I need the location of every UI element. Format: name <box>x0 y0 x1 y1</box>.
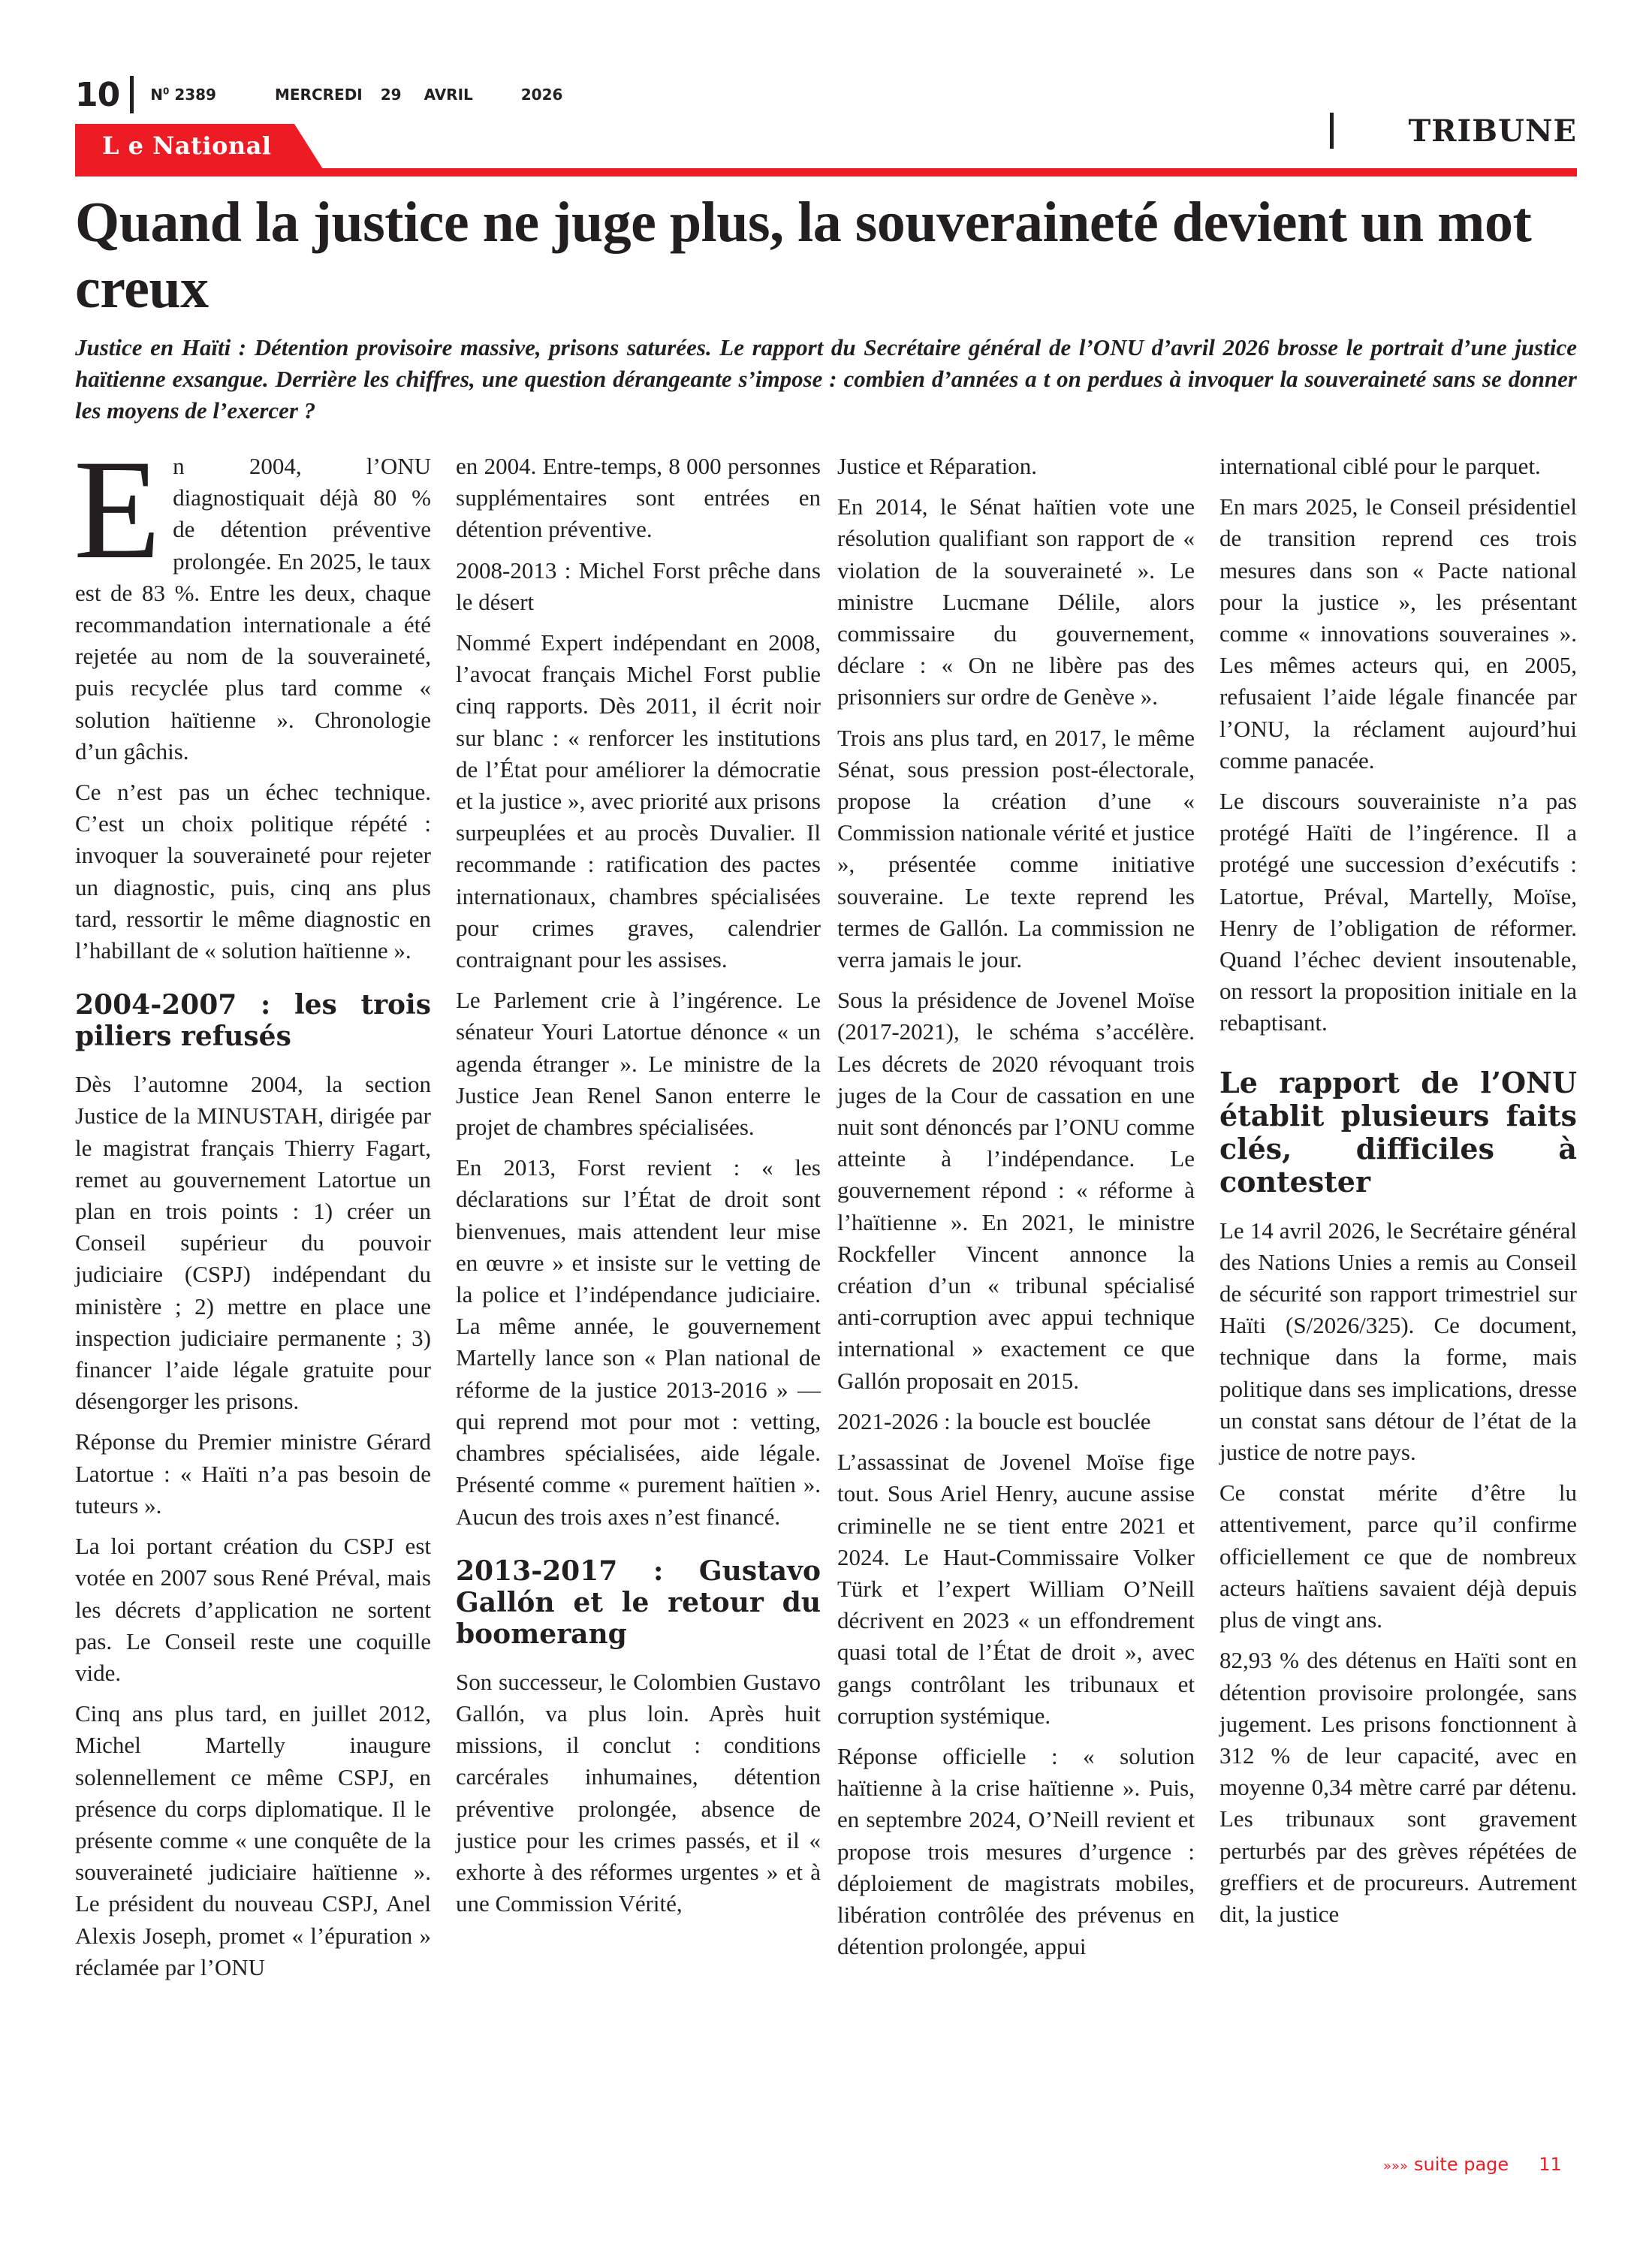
inline-subheading: 2008-2013 : Michel Forst prêche dans le désert <box>456 556 821 615</box>
brand-name: L e National <box>102 131 272 160</box>
paragraph: Ce constat mérite d’être lu attentivement, parce qu’il confirme officiellement ce que de nombreux acteurs haïtiens savaient déjà depuis plus de vingt ans. <box>1219 1479 1577 1633</box>
section-divider <box>1330 113 1334 149</box>
paragraph: 82,93 % des détenus en Haïti sont en détention provisoire prolongée, sans jugement. Les prisons fonctionnent à 312 % de leur capacité, avec en moyenne 0,34 mètre carré par détenu. Les tribunaux sont gravement perturbés par des grèves répétées de greffiers et de procureurs. Autrement dit, la justice <box>1219 1647 1577 1927</box>
header-divider <box>130 76 134 113</box>
paragraph <box>74 431 431 768</box>
deck: Justice en Haïti : Détention provisoire massive, prisons saturées. Le rapport du Secrétaire général de l’ONU d’avril 2026 brosse le portrait d’une justice haïtienne exsangue. Derrière les chiffres, une question dérangeante s’impose : combien d’années a t on perdues à invoquer la souveraineté sans se donner les moyens de l’exercer ? <box>75 334 1577 424</box>
paragraph: Nommé Expert indépendant en 2008, l’avocat français Michel Forst publie cinq rapports. Dès 2011, il écrit noir sur blanc : « renforcer les institutions de l’État pour améliorer la démocratie et la justice », avec priorité aux prisons surpeuplées et au procès Duvalier. Il recommande : ratification des pactes internationaux, chambres spécialisées pour crimes graves, calendrier contraignant pour les assises. <box>456 629 821 973</box>
subheading: 2013-2017 : Gustavo Gallón et le retour du boomerang <box>456 1555 821 1650</box>
day-of-month: 29 <box>380 86 402 104</box>
paragraph: Réponse du Premier ministre Gérard Latortue : « Haïti n’a pas besoin de tuteurs ». <box>75 1428 431 1519</box>
month: AVRIL <box>424 86 473 104</box>
continue-arrows-icon: »»» <box>1383 2158 1409 2174</box>
issue-prefix: N <box>150 86 163 104</box>
paragraph-text: n 2004, l’ONU diagnostiquait déjà 80 % de détention préventive prolongée. En 2025, le taux est de 83 %. Entre les deux, chaque recommandation internationale a été rejetée au nom de la souveraineté, puis recyclée plus tard comme « solution haïtienne ». Chronologie d’un gâchis. <box>75 453 431 765</box>
section-label <box>1330 113 1577 149</box>
section-title: TRIBUNE <box>1408 113 1577 149</box>
column-2 <box>456 451 821 1929</box>
weekday: MERCREDI <box>274 86 363 104</box>
column-3 <box>837 451 1195 1971</box>
issue-sup: 0 <box>162 86 170 97</box>
continue-page-number: 11 <box>1539 2154 1562 2175</box>
headline: Quand la justice ne juge plus, la souveraineté devient un mot creux <box>75 191 1532 320</box>
subheading: 2004-2007 : les trois piliers refusés <box>75 989 431 1053</box>
paragraph: En mars 2025, le Conseil présidentiel de transition reprend ces trois mesures dans son « Pacte national pour la justice », les présentant comme « innovations souveraines ». Les mêmes acteurs qui, en 2005, refusaient l’aide légale financée par l’ONU, la réclament aujourd’hui comme panacée. <box>1219 493 1577 774</box>
continue-link[interactable] <box>1383 2154 1562 2175</box>
paragraph: Le discours souverainiste n’a pas protégé Haïti de l’ingérence. Il a protégé une succession d’exécutifs : Latortue, Préval, Martelly, Moïse, Henry de l’obligation de réformer. Quand l’échec devient insoutenable, on ressort la proposition initiale en la rebaptisant. <box>1219 788 1577 1036</box>
paragraph: Ce n’est pas un échec technique. C’est un choix politique répété : invoquer la souveraineté pour rejeter un diagnostic, puis, cinq ans plus tard, ressortir le même diagnostic en l’habillant de « solution haïtienne ». <box>75 779 431 964</box>
drop-cap: E <box>74 431 161 589</box>
column-4 <box>1219 451 1577 1939</box>
red-rule <box>300 168 1577 176</box>
paragraph: Dès l’automne 2004, la section Justice de la MINUSTAH, dirigée par le magistrat français Thierry Fagart, remet au gouvernement Latortue un plan en trois points : 1) créer un Conseil supérieur du pouvoir judiciaire (CSPJ) indépendant du ministère ; 2) mettre en place une inspection judiciaire permanente ; 3) financer l’aide légale gratuite pour désengorger les prisons. <box>75 1071 431 1415</box>
issue-number <box>150 86 216 104</box>
paragraph: en 2004. Entre-temps, 8 000 personnes supplémentaires sont entrées en détention préventive. <box>456 453 821 543</box>
issue-value: 2389 <box>174 86 216 104</box>
paragraph: Le 14 avril 2026, le Secrétaire général des Nations Unies a remis au Conseil de sécurité son rapport trimestriel sur Haïti (S/2026/325). Ce document, technique dans la forme, mais politique dans ses implications, dresse un constat sans détour de l’état de la justice de notre pays. <box>1219 1217 1577 1466</box>
continue-label: suite page <box>1414 2154 1509 2175</box>
paragraph: Cinq ans plus tard, en juillet 2012, Michel Martelly inaugure solennellement ce même CSPJ, en présence du corps diplomatique. Il le présente comme « une conquête de la souveraineté judiciaire haïtienne ». Le président du nouveau CSPJ, Anel Alexis Joseph, promet « l’épuration » réclamée par l’ONU <box>75 1700 431 1980</box>
paragraph: Le Parlement crie à l’ingérence. Le sénateur Youri Latortue dénonce « un agenda étranger ». Le ministre de la Justice Jean Renel Sanon enterre le projet de chambres spécialisées. <box>456 987 821 1141</box>
issue-header <box>75 72 562 117</box>
paragraph: Réponse officielle : « solution haïtienne à la crise haïtienne ». Puis, en septembre 2024, O’Neill revient et propose trois mesures d’urgence : déploiement de magistrats mobiles, libération contrôlée des prévenus en détention prolongée, appui <box>837 1742 1195 1960</box>
paragraph: Son successeur, le Colombien Gustavo Gallón, va plus loin. Après huit missions, il conclut : conditions carcérales inhumaines, détention préventive prolongée, absence de justice pour les crimes passés, et il « exhorte à des réformes urgentes » et à une Commission Vérité, <box>456 1668 821 1917</box>
subheading: Le rapport de l’ONU établit plusieurs faits clés, difficiles à contester <box>1219 1065 1577 1199</box>
paragraph: Sous la présidence de Jovenel Moïse (2017-2021), le schéma s’accélère. Les décrets de 2020 révoquant trois juges de la Cour de cassation en une nuit sont dénoncés par l’ONU comme atteinte à l’indépendance. Le gouvernement répond : « réforme à l’haïtienne ». En 2021, le ministre Rockfeller Vincent annonce la création d’un « tribunal spécialisé anti-corruption avec appui technique international » exactement ce que Gallón proposait en 2015. <box>837 987 1195 1394</box>
paragraph: En 2014, le Sénat haïtien vote une résolution qualifiant son rapport de « violation de la souveraineté ». Le ministre Lucmane Délile, alors commissaire du gouvernement, déclare : « On ne libère pas des prisonniers sur ordre de Genève ». <box>837 493 1195 710</box>
inline-subheading: 2021-2026 : la boucle est bouclée <box>837 1407 1151 1434</box>
column-1 <box>74 431 431 1992</box>
page-number: 10 <box>75 75 120 114</box>
paragraph: En 2013, Forst revient : « les déclarations sur l’État de droit sont bienvenues, mais attendent leur mise en œuvre » et insiste sur le vetting de la police et l’indépendance judiciaire. La même année, le gouvernement Martelly lance son « Plan national de réforme de la justice 2013-2016 » — qui reprend mot pour mot : vetting, chambres spécialisées, aide légale. Présenté comme « purement haïtien ». Aucun des trois axes n’est financé. <box>456 1154 821 1530</box>
paragraph: Justice et Réparation. <box>837 453 1037 479</box>
paragraph: La loi portant création du CSPJ est votée en 2007 sous René Préval, mais les décrets d’application ne sortent pas. Le Conseil reste une coquille vide. <box>75 1533 431 1686</box>
paragraph: international ciblé pour le parquet. <box>1219 453 1541 479</box>
paragraph: Trois ans plus tard, en 2017, le même Sénat, sous pression post-électorale, propose la création d’une « Commission nationale vérité et justice », présentée comme initiative souveraine. Le texte reprend les termes de Gallón. La commission ne verra jamais le jour. <box>837 724 1195 973</box>
year: 2026 <box>520 86 563 104</box>
paragraph: L’assassinat de Jovenel Moïse fige tout. Sous Ariel Henry, aucune assise criminelle ne se tient entre 2021 et 2024. Le Haut-Commissaire Volker Türk et l’expert William O’Neill décrivent en 2023 « un effondrement quasi total de l’État de droit », avec gangs contrôlant les tribunaux et corruption systémique. <box>837 1449 1195 1729</box>
